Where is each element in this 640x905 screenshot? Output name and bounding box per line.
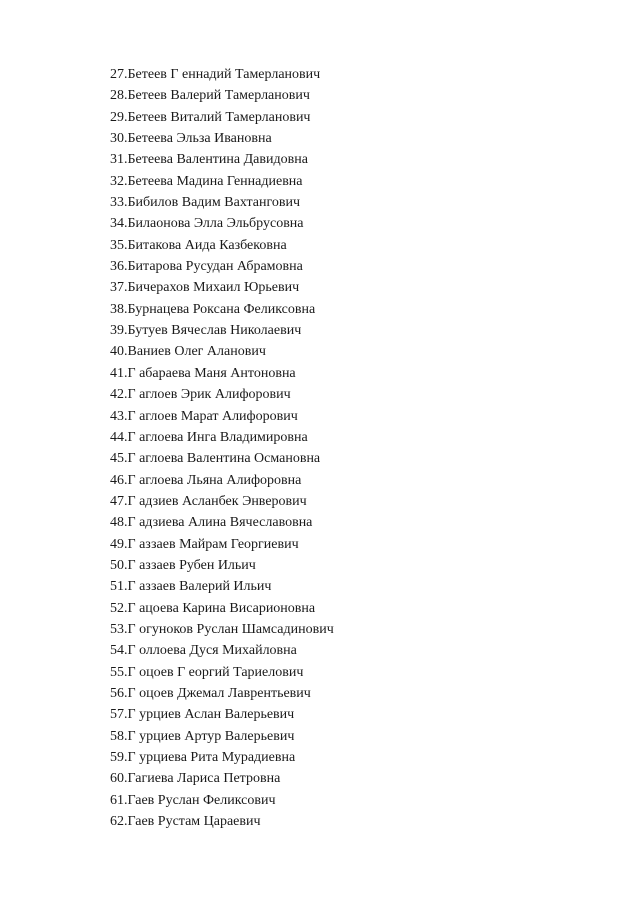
list-item: 45.Г аглоева Валентина Османовна bbox=[110, 451, 321, 467]
list-item: 42.Г аглоев Эрик Алифорович bbox=[110, 387, 291, 403]
list-item: 46.Г аглоева Льяна Алифоровна bbox=[110, 472, 302, 488]
list-item: 35.Битакова Аида Казбековна bbox=[110, 237, 287, 253]
list-item: 29.Бетеев Виталий Тамерланович bbox=[110, 109, 311, 125]
list-item: 59.Г урциева Рита Мурадиевна bbox=[110, 750, 296, 765]
list-item: 38.Бурнацева Роксана Феликсовна bbox=[110, 301, 316, 317]
list-item: 44.Г аглоева Инга Владимировна bbox=[110, 429, 308, 445]
list-item: 39.Бутуев Вячеслав Николаевич bbox=[110, 323, 302, 339]
list-item: 37.Бичерахов Михаил Юрьевич bbox=[110, 280, 300, 296]
list-item: 52.Г ацоева Карина Висарионовна bbox=[110, 600, 316, 616]
name-list bbox=[110, 64, 334, 832]
list-item: 51.Г аззаев Валерий Ильич bbox=[110, 579, 272, 595]
list-item: 43.Г аглоев Марат Алифорович bbox=[110, 408, 298, 424]
list-item: 41.Г абараева Маня Антоновна bbox=[110, 365, 296, 381]
list-item: 61.Гаев Руслан Феликсович bbox=[110, 792, 276, 808]
list-item: 62.Гаев Рустам Цараевич bbox=[110, 814, 261, 830]
list-item: 50.Г аззаев Рубен Ильич bbox=[110, 557, 256, 573]
list-item: 40.Ваниев Олег Аланович bbox=[110, 344, 266, 360]
list-item: 32.Бетеева Мадина Геннадиевна bbox=[110, 173, 303, 189]
list-item: 30.Бетеева Эльза Ивановна bbox=[110, 131, 272, 147]
list-item: 48.Г адзиева Алина Вячеславовна bbox=[110, 515, 313, 531]
list-item: 27.Бетеев Г еннадий Тамерланович bbox=[110, 67, 321, 82]
list-item: 47.Г адзиев Асланбек Энверович bbox=[110, 493, 307, 509]
list-item: 60.Гагиева Лариса Петровна bbox=[110, 771, 281, 787]
list-item: 55.Г оцоев Г еоргий Тариелович bbox=[110, 664, 304, 680]
list-item: 53.Г огуноков Руслан Шамсадинович bbox=[110, 621, 334, 637]
list-item: 56.Г оцоев Джемал Лаврентьевич bbox=[110, 685, 311, 701]
list-item: 36.Битарова Русудан Абрамовна bbox=[110, 259, 303, 275]
list-item: 54.Г оллоева Дуся Михайловна bbox=[110, 643, 297, 659]
list-item: 58.Г урциев Артур Валерьевич bbox=[110, 728, 295, 744]
list-item: 28.Бетеев Валерий Тамерланович bbox=[110, 88, 310, 104]
list-item: 31.Бетеева Валентина Давидовна bbox=[110, 152, 308, 168]
list-item: 57.Г урциев Аслан Валерьевич bbox=[110, 707, 295, 723]
list-item: 34.Билаонова Элла Эльбрусовна bbox=[110, 216, 304, 232]
list-item: 49.Г аззаев Майрам Георгиевич bbox=[110, 536, 299, 552]
list-item: 33.Бибилов Вадим Вахтангович bbox=[110, 195, 301, 211]
